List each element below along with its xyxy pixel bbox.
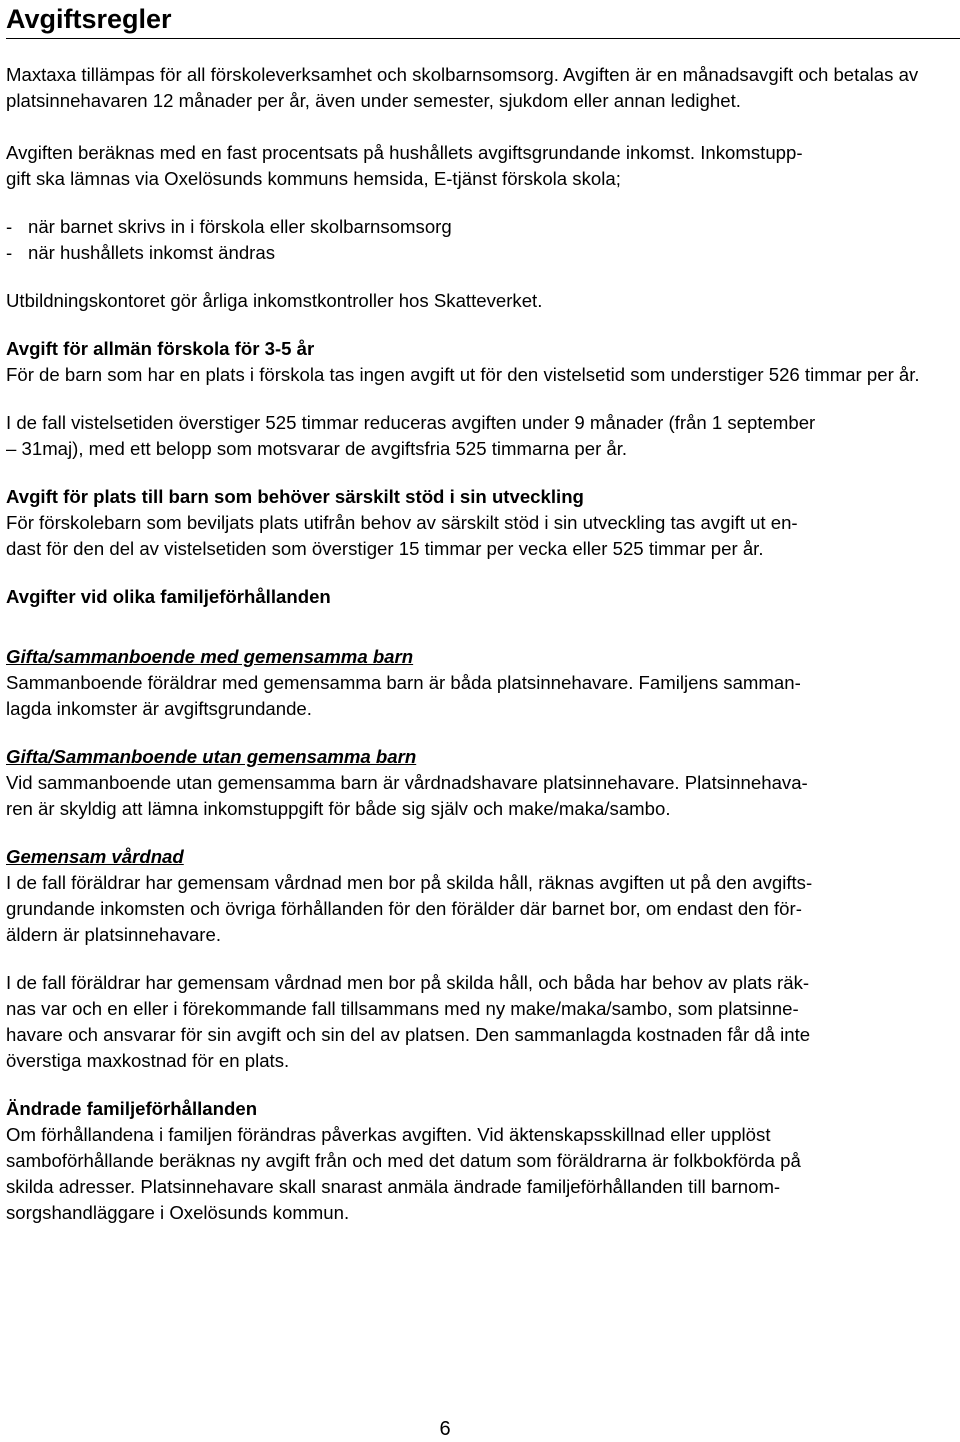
allman-paragraph: För de barn som har en plats i förskola tas ingen avgift ut för den vistelsetid som understiger 526 timmar per år. [6,364,920,385]
gifta-med-heading: Gifta/sammanboende med gemensamma barn [6,646,414,667]
allman-reduction-line: – 31maj), med ett belopp som motsvarar de avgiftsfria 525 timmarna per år. [6,438,628,459]
andrade-line: Om förhållandena i familjen förändras påverkas avgiften. Vid äktenskapsskillnad eller upplöst [6,1124,771,1145]
gemensam-line: äldern är platsinnehavare. [6,924,221,945]
list-item [6,240,952,266]
gemensam-line: I de fall föräldrar har gemensam vårdnad men bor på skilda håll, räknas avgiften ut på den avgifts- [6,872,813,893]
document-body [6,62,952,1226]
gemensam-line: havare och ansvarar för sin avgift och sin del av platsen. Den sammanlagda kostnaden får då inte [6,1024,811,1045]
list-item [6,214,952,240]
andrade-line: sorgshandläggare i Oxelösunds kommun. [6,1202,350,1223]
gemensam-line: nas var och en eller i förekommande fall tillsammans med ny make/maka/sambo, som platsinne- [6,998,799,1019]
gemensam-line: I de fall föräldrar har gemensam vårdnad men bor på skilda håll, och båda har behov av plats räk- [6,972,810,993]
gemensam-line: grundande inkomsten och övriga förhållanden för den förälder där barnet bor, om endast den för- [6,898,802,919]
sarskilt-line: För förskolebarn som beviljats plats utifrån behov av särskilt stöd i sin utveckling tas avgift ut en- [6,512,798,533]
gemensam-heading: Gemensam vårdnad [6,846,184,867]
sarskilt-heading: Avgift för plats till barn som behöver särskilt stöd i sin utveckling [6,486,584,507]
list-dash: - [6,242,13,263]
list-item-text: när hushållets inkomst ändras [28,242,276,263]
intro-paragraph: Maxtaxa tillämpas för all förskoleverksamhet och skolbarnsomsorg. Avgiften är en månadsavgift och betalas av platsinnehavaren 12 månader per år, även under semester, sjukdom eller annan ledighet. [6,64,919,111]
gifta-utan-heading: Gifta/Sammanboende utan gemensamma barn [6,746,417,767]
gifta-med-line: lagda inkomster är avgiftsgrundande. [6,698,312,719]
andrade-heading: Ändrade familjeförhållanden [6,1098,258,1119]
andrade-line: samboförhållande beräknas ny avgift från och med det datum som föräldrarna är folkbokförda på [6,1150,801,1171]
gifta-med-line: Sammanboende föräldrar med gemensamma barn är båda platsinnehavare. Familjens samman- [6,672,801,693]
allman-heading: Avgift för allmän förskola för 3-5 år [6,338,315,359]
list-dash: - [6,216,13,237]
page-title: Avgiftsregler [6,2,960,39]
page-number [0,1416,960,1442]
andrade-line: skilda adresser. Platsinnehavare skall snarast anmäla ändrade familjeförhållanden till barnom- [6,1176,781,1197]
page-number-text: 6 [439,1418,451,1440]
gifta-utan-line: ren är skyldig att lämna inkomstuppgift för både sig själv och make/maka/sambo. [6,798,671,819]
gemensam-line: överstiga maxkostnad för en plats. [6,1050,290,1071]
intro-income-line: gift ska lämnas via Oxelösunds kommuns hemsida, E-tjänst förskola skola; [6,168,621,189]
familj-heading: Avgifter vid olika familjeförhållanden [6,586,331,607]
sarskilt-line: dast för den del av vistelsetiden som överstiger 15 timmar per vecka eller 525 timmar per år. [6,538,764,559]
income-control-paragraph: Utbildningskontoret gör årliga inkomstkontroller hos Skatteverket. [6,290,543,311]
allman-reduction-line: I de fall vistelsetiden överstiger 525 timmar reduceras avgiften under 9 månader (från 1 september [6,412,816,433]
list-item-text: när barnet skrivs in i förskola eller skolbarnsomsorg [28,216,452,237]
gifta-utan-line: Vid sammanboende utan gemensamma barn är vårdnadshavare platsinnehavare. Platsinnehava- [6,772,808,793]
intro-income-line: Avgiften beräknas med en fast procentsats på hushållets avgiftsgrundande inkomst. Inkomstupp- [6,142,803,163]
